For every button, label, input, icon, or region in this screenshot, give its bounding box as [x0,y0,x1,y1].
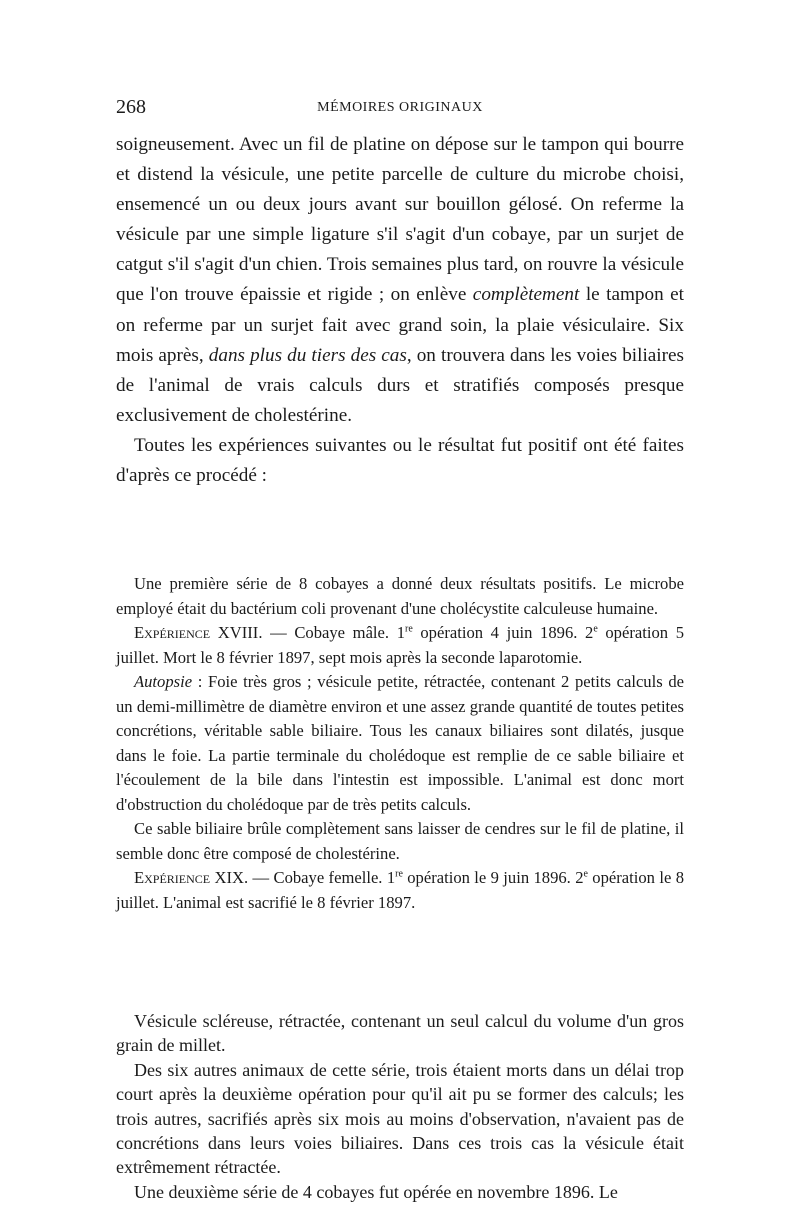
closing-text-block [116,1009,684,1204]
paragraph-vesicule: Vésicule scléreuse, rétractée, contenant un seul calcul du volume d'un gros grain de millet. [116,1011,684,1056]
main-text-block [116,130,684,491]
superscript: re [405,623,413,635]
text-run: — Cobaye femelle. 1 [248,868,396,887]
paragraph-sable: Ce sable biliaire brûle complètement sans laisser de cendres sur le fil de platine, il semble donc être composé de cholestérine. [116,819,684,863]
paragraph-autopsie [116,670,684,817]
emphasis-text: complètement [472,284,580,306]
text-run: le tampon et on referme par un surjet fait avec grand soin, la plaie vésiculaire. Six mois après, [116,284,684,366]
superscript: re [395,868,403,880]
experience-label: Expérience XVIII. [134,623,263,642]
running-title: MÉMOIRES ORIGINAUX [317,100,483,115]
text-run: : Foie très gros ; vésicule petite, rétractée, contenant 2 petits calculs de un demi-millimètre de diamètre environ et une assez grande quantité de toutes petites concrétions, véritable sable biliaire. Tous les canaux biliaires sont dilatés, jusque dans le foie. La partie terminale du cholédoque est remplie de ce sable biliaire et l'écoulement de la bile dans l'intestin est impossible. L'animal est donc mort d'obstruction du cholédoque par de très petits calculs. [116,672,684,814]
experience-label: Expérience XIX. [134,868,249,887]
paragraph-deuxieme-serie: Une deuxième série de 4 cobayes fut opérée en novembre 1896. Le [134,1181,618,1202]
paragraph-experiments-intro: Toutes les expériences suivantes ou le résultat fut positif ont été faites d'après ce procédé : [116,434,684,487]
page-number: 268 [116,96,146,118]
text-run: opération 5 juillet. Mort le 8 février 1897, sept mois après la seconde laparotomie. [116,623,684,667]
experience-18 [116,621,684,670]
paragraph-six-autres: Des six autres animaux de cette série, trois étaient morts dans un délai trop court après la deuxième opération pour qu'il ait pu se former des calculs; les trois autres, sacrifiés après six mois au moins d'observation, n'avaient pas de concrétions dans leurs voies biliaires. Dans ces trois cas la vésicule était extrêmement rétractée. [116,1059,684,1178]
small-text-block [116,572,684,915]
text-run: , on trouvera dans les voies biliaires de l'animal de vrais calculs durs et stratifiés composés presque exclusivement de cholestérine. [116,344,685,426]
superscript: e [593,623,598,635]
text-run: soigneusement. Avec un fil de platine on dépose sur le tampon qui bourre et distend la vésicule, une petite parcelle de culture du microbe choisi, ensemencé un ou deux jours avant sur bouillon gélosé. On referme la vésicule par une simple ligature s'il s'agit d'un cobaye, par un surjet de catgut s'il s'agit d'un chien. Trois semaines plus tard, on rouvre la vésicule que l'on trouve épaissie et rigide ; on enlève [116,134,684,306]
page-header [116,92,684,118]
text-run: opération le 8 juillet. L'animal est sacrifié le 8 février 1897. [116,868,684,912]
emphasis-text: dans plus du tiers des cas [208,344,407,366]
experience-19 [116,866,684,915]
autopsie-label: Autopsie [134,672,193,691]
text-run: opération 4 juin 1896. 2 [412,623,594,642]
text-run: — Cobaye mâle. 1 [262,623,405,642]
paragraph-procedure [116,130,684,431]
text-run: opération le 9 juin 1896. 2 [402,868,584,887]
book-page [116,92,685,1202]
superscript: e [583,868,588,880]
paragraph-first-series: Une première série de 8 cobayes a donné deux résultats positifs. Le microbe employé était du bactérium coli provenant d'une cholécystite calculeuse humaine. [116,574,684,618]
